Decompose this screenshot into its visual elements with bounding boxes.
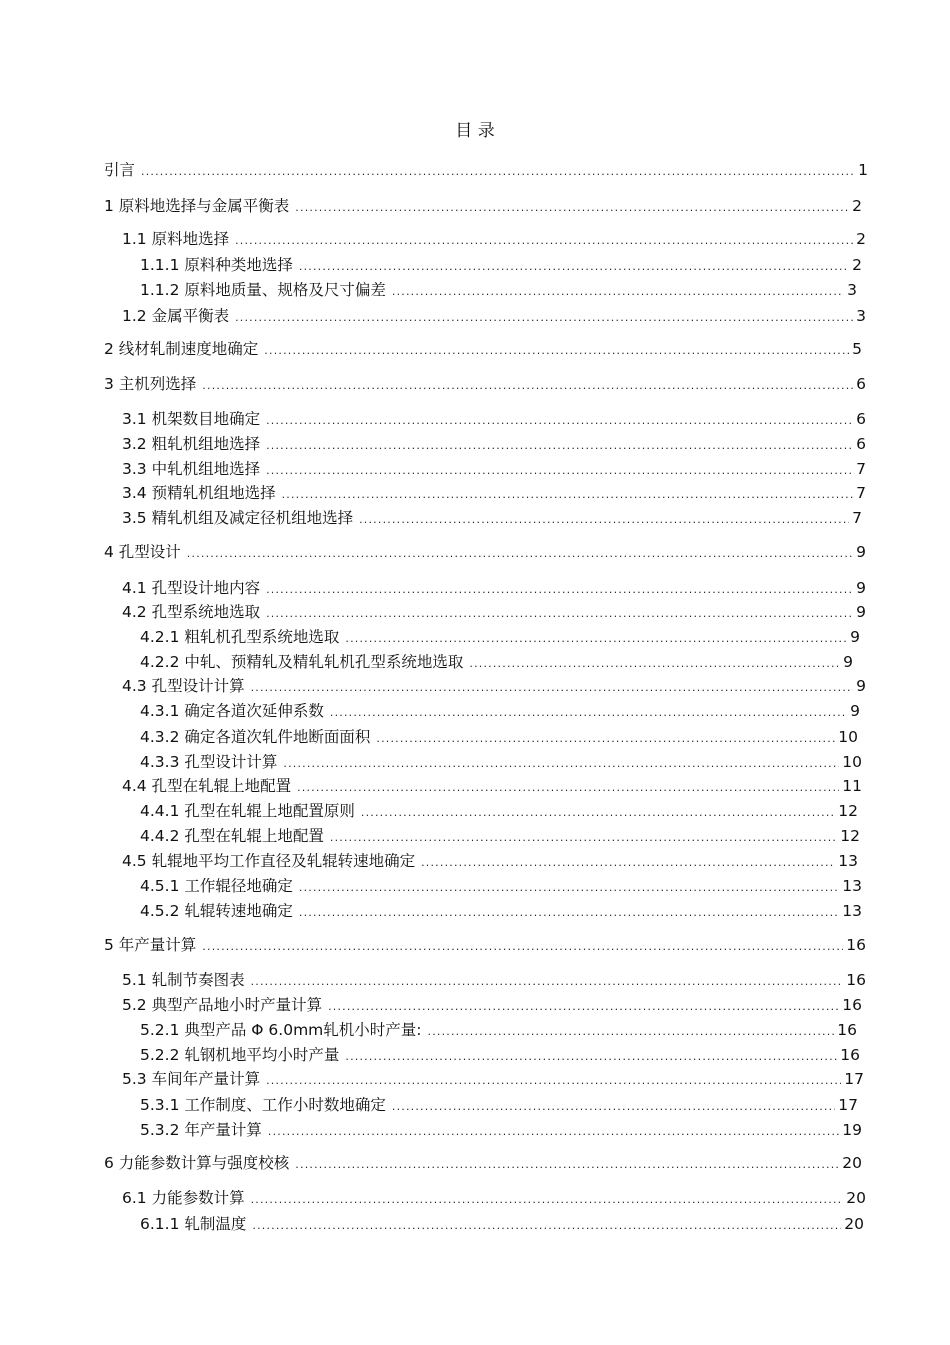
toc-entry-label: 4.4.1 孔型在轧辊上地配置原则 xyxy=(140,802,355,820)
toc-entry-page-number: 3 xyxy=(847,281,857,299)
toc-entry xyxy=(140,876,862,898)
toc-entry-label: 引言 xyxy=(104,161,136,179)
toc-entry-label: 5.3 车间年产量计算 xyxy=(122,1070,261,1088)
dot-leader xyxy=(235,231,853,251)
dot-leader xyxy=(421,853,835,873)
toc-entry-page-number: 9 xyxy=(856,677,866,695)
dot-leader xyxy=(328,997,839,1017)
toc-entry-page-number: 16 xyxy=(840,1046,860,1064)
toc-entry-page-number: 16 xyxy=(846,971,866,989)
toc-entry-page-number: 16 xyxy=(842,996,862,1014)
dot-leader xyxy=(266,1071,841,1091)
toc-entry xyxy=(104,542,866,564)
toc-entry xyxy=(140,255,862,277)
dot-leader xyxy=(392,1097,835,1117)
toc-entry xyxy=(122,409,866,431)
toc-entry-label: 1.2 金属平衡表 xyxy=(122,307,230,325)
toc-entry-label: 4.5.1 工作辊径地确定 xyxy=(140,877,293,895)
dot-leader xyxy=(376,729,835,749)
dot-leader xyxy=(359,510,849,530)
dot-leader xyxy=(392,282,844,302)
toc-entry-page-number: 11 xyxy=(842,777,862,795)
toc-entry-page-number: 16 xyxy=(846,936,866,954)
toc-entry xyxy=(122,776,862,798)
toc-entry-page-number: 3 xyxy=(856,307,866,325)
toc-entry-label: 6.1.1 轧制温度 xyxy=(140,1215,247,1233)
toc-entry-label: 4.3.3 孔型设计计算 xyxy=(140,753,278,771)
dot-leader xyxy=(266,436,853,456)
toc-entry xyxy=(104,374,866,396)
toc-entry xyxy=(104,339,862,361)
toc-entry xyxy=(140,727,858,749)
toc-entry xyxy=(140,1045,860,1067)
dot-leader xyxy=(299,257,849,277)
dot-leader xyxy=(345,629,847,649)
toc-entry xyxy=(140,1095,858,1117)
toc-entry xyxy=(104,1153,862,1175)
toc-entry xyxy=(140,652,853,674)
toc-entry xyxy=(122,1069,864,1091)
toc-entry-label: 4.3.2 确定各道次轧件地断面面积 xyxy=(140,728,371,746)
toc-entry-label: 1 原料地选择与金属平衡表 xyxy=(104,197,290,215)
toc-entry xyxy=(140,1214,864,1236)
toc-entry-label: 3.2 粗轧机组地选择 xyxy=(122,435,261,453)
dot-leader xyxy=(252,1216,841,1236)
toc-entry xyxy=(122,1188,866,1210)
toc-entry xyxy=(122,578,866,600)
dot-leader xyxy=(295,1155,839,1175)
dot-leader xyxy=(330,703,847,723)
toc-entry-label: 1.1.2 原料地质量、规格及尺寸偏差 xyxy=(140,281,386,299)
toc-entry-label: 5.2.1 典型产品 Φ 6.0mm轧机小时产量: xyxy=(140,1021,422,1039)
toc-entry xyxy=(122,229,866,251)
dot-leader xyxy=(141,162,855,182)
dot-leader xyxy=(428,1022,835,1042)
toc-entry-page-number: 10 xyxy=(838,728,858,746)
toc-entry-label: 5.2.2 轧钢机地平均小时产量 xyxy=(140,1046,340,1064)
toc-entry-label: 4.2 孔型系统地选取 xyxy=(122,603,261,621)
dot-leader xyxy=(330,828,837,848)
toc-entry-label: 4 孔型设计 xyxy=(104,543,181,561)
toc-entry xyxy=(140,826,860,848)
dot-leader xyxy=(345,1047,837,1067)
toc-entry-page-number: 10 xyxy=(842,753,862,771)
toc-entry-label: 4.4.2 孔型在轧辊上地配置 xyxy=(140,827,324,845)
dot-leader xyxy=(266,411,853,431)
dot-leader xyxy=(202,376,853,396)
toc-entry-page-number: 12 xyxy=(838,802,858,820)
toc-entry-page-number: 13 xyxy=(842,877,862,895)
toc-entry xyxy=(140,1120,862,1142)
toc-entry xyxy=(122,676,866,698)
toc-entry-page-number: 17 xyxy=(838,1096,858,1114)
toc-entry-label: 3.5 精轧机组及减定径机组地选择 xyxy=(122,509,354,527)
toc-entry-page-number: 9 xyxy=(856,543,866,561)
toc-entry-page-number: 20 xyxy=(846,1189,866,1207)
toc-entry-label: 6.1 力能参数计算 xyxy=(122,1189,245,1207)
dot-leader xyxy=(283,754,839,774)
toc-entry xyxy=(122,459,866,481)
toc-entry-page-number: 2 xyxy=(852,256,862,274)
toc-entry-label: 4.3 孔型设计计算 xyxy=(122,677,245,695)
dot-leader xyxy=(282,485,854,505)
toc-entry-label: 5.3.2 年产量计算 xyxy=(140,1121,262,1139)
toc-entry-page-number: 17 xyxy=(844,1070,864,1088)
toc-entry-label: 3 主机列选择 xyxy=(104,375,197,393)
toc-entry-page-number: 9 xyxy=(850,628,860,646)
toc-entry xyxy=(140,627,860,649)
dot-leader xyxy=(266,461,853,481)
toc-entry-page-number: 6 xyxy=(856,375,866,393)
toc-entry xyxy=(122,434,866,456)
dot-leader xyxy=(235,308,853,328)
toc-entry xyxy=(122,602,866,624)
toc-entry-page-number: 7 xyxy=(856,460,866,478)
toc-entry-label: 4.4 孔型在轧辊上地配置 xyxy=(122,777,292,795)
toc-entry-page-number: 9 xyxy=(856,603,866,621)
toc-entry-label: 1.1 原料地选择 xyxy=(122,230,230,248)
dot-leader xyxy=(268,1122,839,1142)
toc-entry xyxy=(140,1020,857,1042)
dot-leader xyxy=(266,604,853,624)
toc-entry xyxy=(104,935,866,957)
toc-entry-label: 3.1 机架数目地确定 xyxy=(122,410,261,428)
dot-leader xyxy=(297,778,839,798)
page-title: 目 录 xyxy=(455,121,495,141)
dot-leader xyxy=(469,654,840,674)
toc-entry xyxy=(122,970,866,992)
toc-entry-page-number: 9 xyxy=(856,579,866,597)
toc-entry xyxy=(122,995,862,1017)
toc-entry-label: 1.1.1 原料种类地选择 xyxy=(140,256,293,274)
toc-entry-page-number: 6 xyxy=(856,435,866,453)
toc-entry-label: 5 年产量计算 xyxy=(104,936,197,954)
dot-leader xyxy=(251,678,854,698)
toc-entry-label: 4.2.1 粗轧机孔型系统地选取 xyxy=(140,628,340,646)
dot-leader xyxy=(251,1190,844,1210)
toc-entry-page-number: 6 xyxy=(856,410,866,428)
toc-entry-label: 4.5.2 轧辊转速地确定 xyxy=(140,902,293,920)
toc-entry xyxy=(122,306,866,328)
toc-entry-page-number: 1 xyxy=(858,161,868,179)
toc-entry xyxy=(104,196,862,218)
dot-leader xyxy=(187,544,853,564)
toc-entry-label: 5.2 典型产品地小时产量计算 xyxy=(122,996,323,1014)
toc-entry xyxy=(122,851,858,873)
toc-entry-page-number: 5 xyxy=(852,340,862,358)
toc-entry xyxy=(140,752,862,774)
toc-entry-page-number: 20 xyxy=(844,1215,864,1233)
toc-entry-page-number: 2 xyxy=(856,230,866,248)
dot-leader xyxy=(251,972,844,992)
toc-entry-label: 3.3 中轧机组地选择 xyxy=(122,460,261,478)
toc-entry xyxy=(140,801,858,823)
toc-entry-label: 4.3.1 确定各道次延伸系数 xyxy=(140,702,324,720)
toc-entry-page-number: 19 xyxy=(842,1121,862,1139)
toc-entry xyxy=(140,901,862,923)
dot-leader xyxy=(299,903,839,923)
dot-leader xyxy=(295,198,849,218)
toc-entry-label: 6 力能参数计算与强度校核 xyxy=(104,1154,290,1172)
toc-entry-page-number: 7 xyxy=(852,509,862,527)
toc-entry-page-number: 12 xyxy=(840,827,860,845)
toc-entry-page-number: 16 xyxy=(837,1021,857,1039)
toc-entry xyxy=(140,701,860,723)
toc-entry-page-number: 9 xyxy=(843,653,853,671)
toc-entry-label: 4.5 轧辊地平均工作直径及轧辊转速地确定 xyxy=(122,852,416,870)
toc-entry xyxy=(122,508,862,530)
toc-entry-page-number: 2 xyxy=(852,197,862,215)
toc-entry-label: 2 线材轧制速度地确定 xyxy=(104,340,259,358)
toc-entry xyxy=(140,280,857,302)
dot-leader xyxy=(266,580,853,600)
toc-entry-page-number: 9 xyxy=(850,702,860,720)
toc-entry-label: 5.3.1 工作制度、工作小时数地确定 xyxy=(140,1096,386,1114)
toc-entry-label: 4.2.2 中轧、预精轧及精轧轧机孔型系统地选取 xyxy=(140,653,464,671)
dot-leader xyxy=(264,341,849,361)
dot-leader xyxy=(299,878,839,898)
toc-entry-label: 3.4 预精轧机组地选择 xyxy=(122,484,276,502)
toc-entry-label: 5.1 轧制节奏图表 xyxy=(122,971,245,989)
toc-entry-page-number: 13 xyxy=(842,902,862,920)
dot-leader xyxy=(361,803,835,823)
toc-entry-page-number: 7 xyxy=(856,484,866,502)
toc-entry xyxy=(122,483,866,505)
toc-entry xyxy=(104,160,868,182)
toc-entry-page-number: 13 xyxy=(838,852,858,870)
dot-leader xyxy=(202,937,843,957)
toc-entry-label: 4.1 孔型设计地内容 xyxy=(122,579,261,597)
toc-entry-page-number: 20 xyxy=(842,1154,862,1172)
